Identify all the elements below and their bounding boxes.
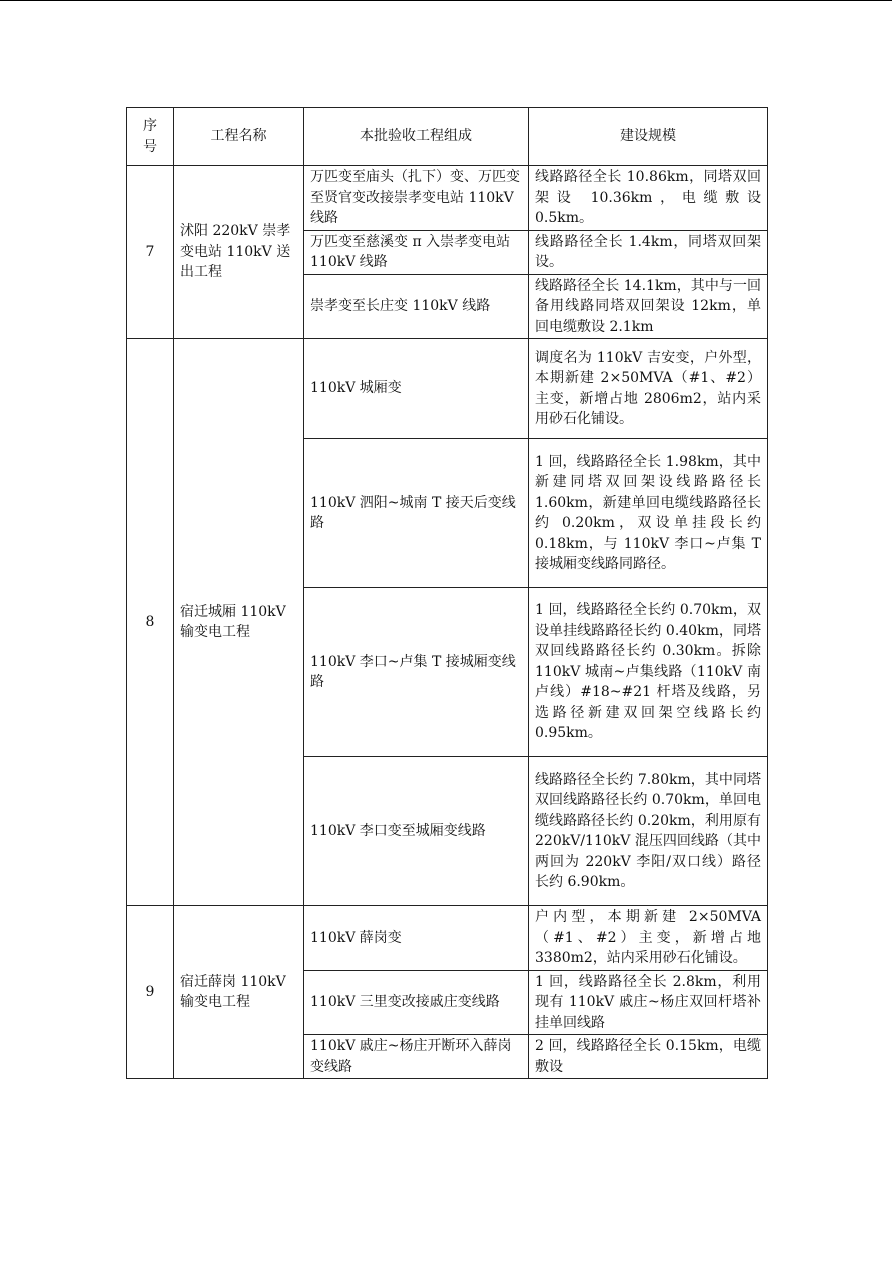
- header-project-name: 工程名称: [174, 108, 304, 166]
- scale-cell: 线路路径全长 10.86km，同塔双回架设 10.36km，电缆敷设 0.5km。: [529, 166, 768, 231]
- project-name: 宿迁城厢 110kV 输变电工程: [174, 339, 304, 906]
- project-name: 宿迁薛岗 110kV 输变电工程: [174, 906, 304, 1079]
- component-cell: 110kV 三里变改接戚庄变线路: [304, 970, 529, 1035]
- acceptance-project-table: [126, 107, 768, 1079]
- component-cell: 110kV 戚庄~杨庄开断环入薛岗变线路: [304, 1035, 529, 1079]
- component-cell: 110kV 薛岗变: [304, 906, 529, 971]
- header-scale: 建设规模: [529, 108, 768, 166]
- component-cell: 110kV 李口变至城厢变线路: [304, 757, 529, 906]
- table-row: [127, 339, 768, 439]
- scale-cell: 1 回，线路路径全长 2.8km，利用现有 110kV 戚庄~杨庄双回杆塔补挂单回线路: [529, 970, 768, 1035]
- project-seq: 7: [127, 166, 174, 339]
- project-seq: 8: [127, 339, 174, 906]
- component-cell: 万匹变至庙头（扎下）变、万匹变至贤官变改接崇孝变电站 110kV 线路: [304, 166, 529, 231]
- project-name: 沭阳 220kV 崇孝变电站 110kV 送出工程: [174, 166, 304, 339]
- table-header-row: [127, 108, 768, 166]
- scale-cell: 2 回，线路路径全长 0.15km，电缆敷设: [529, 1035, 768, 1079]
- scale-cell: 线路路径全长 1.4km，同塔双回架设。: [529, 230, 768, 274]
- header-seq: [127, 108, 174, 166]
- component-cell: 崇孝变至长庄变 110kV 线路: [304, 274, 529, 339]
- component-cell: 万匹变至慈溪变 π 入崇孝变电站 110kV 线路: [304, 230, 529, 274]
- header-seq-text: 序 号: [143, 118, 157, 155]
- scale-cell: 线路路径全长约 7.80km，其中同塔双回线路路径长约 0.70km，单回电缆线路路径长约 0.20km，利用原有 220kV/110kV 混压四回线路（其中两回为 220kV 李阳/双口线）路径长约 6.90km。: [529, 757, 768, 906]
- component-cell: 110kV 李口~卢集 T 接城厢变线路: [304, 588, 529, 757]
- table-row: [127, 906, 768, 971]
- page-top-border: [0, 0, 892, 1]
- scale-cell: 1 回，线路路径全长约 0.70km，双设单挂线路路径长约 0.40km，同塔双回线路路径长约 0.30km。拆除 110kV 城南~卢集线路（110kV 南卢线）#18~#21 杆塔及线路，另选路径新建双回架空线路长约 0.95km。: [529, 588, 768, 757]
- component-cell: 110kV 城厢变: [304, 339, 529, 439]
- project-seq: 9: [127, 906, 174, 1079]
- component-cell: 110kV 泗阳~城南 T 接天后变线路: [304, 439, 529, 588]
- scale-cell: 户内型，本期新建 2×50MVA（#1、#2）主变，新增占地 3380m2，站内采用砂石化铺设。: [529, 906, 768, 971]
- scale-cell: 调度名为 110kV 吉安变，户外型，本期新建 2×50MVA（#1、#2）主变，新增占地 2806m2，站内采用砂石化铺设。: [529, 339, 768, 439]
- scale-cell: 1 回，线路路径全长 1.98km，其中新建同塔双回架设线路路径长 1.60km，新建单回电缆线路路径长约 0.20km，双设单挂段长约 0.18km，与 110kV 李口~卢集 T 接城厢变线路同路径。: [529, 439, 768, 588]
- scale-cell: 线路路径全长 14.1km，其中与一回备用线路同塔双回架设 12km，单回电缆敷设 2.1km: [529, 274, 768, 339]
- table-row: [127, 166, 768, 231]
- header-component: 本批验收工程组成: [304, 108, 529, 166]
